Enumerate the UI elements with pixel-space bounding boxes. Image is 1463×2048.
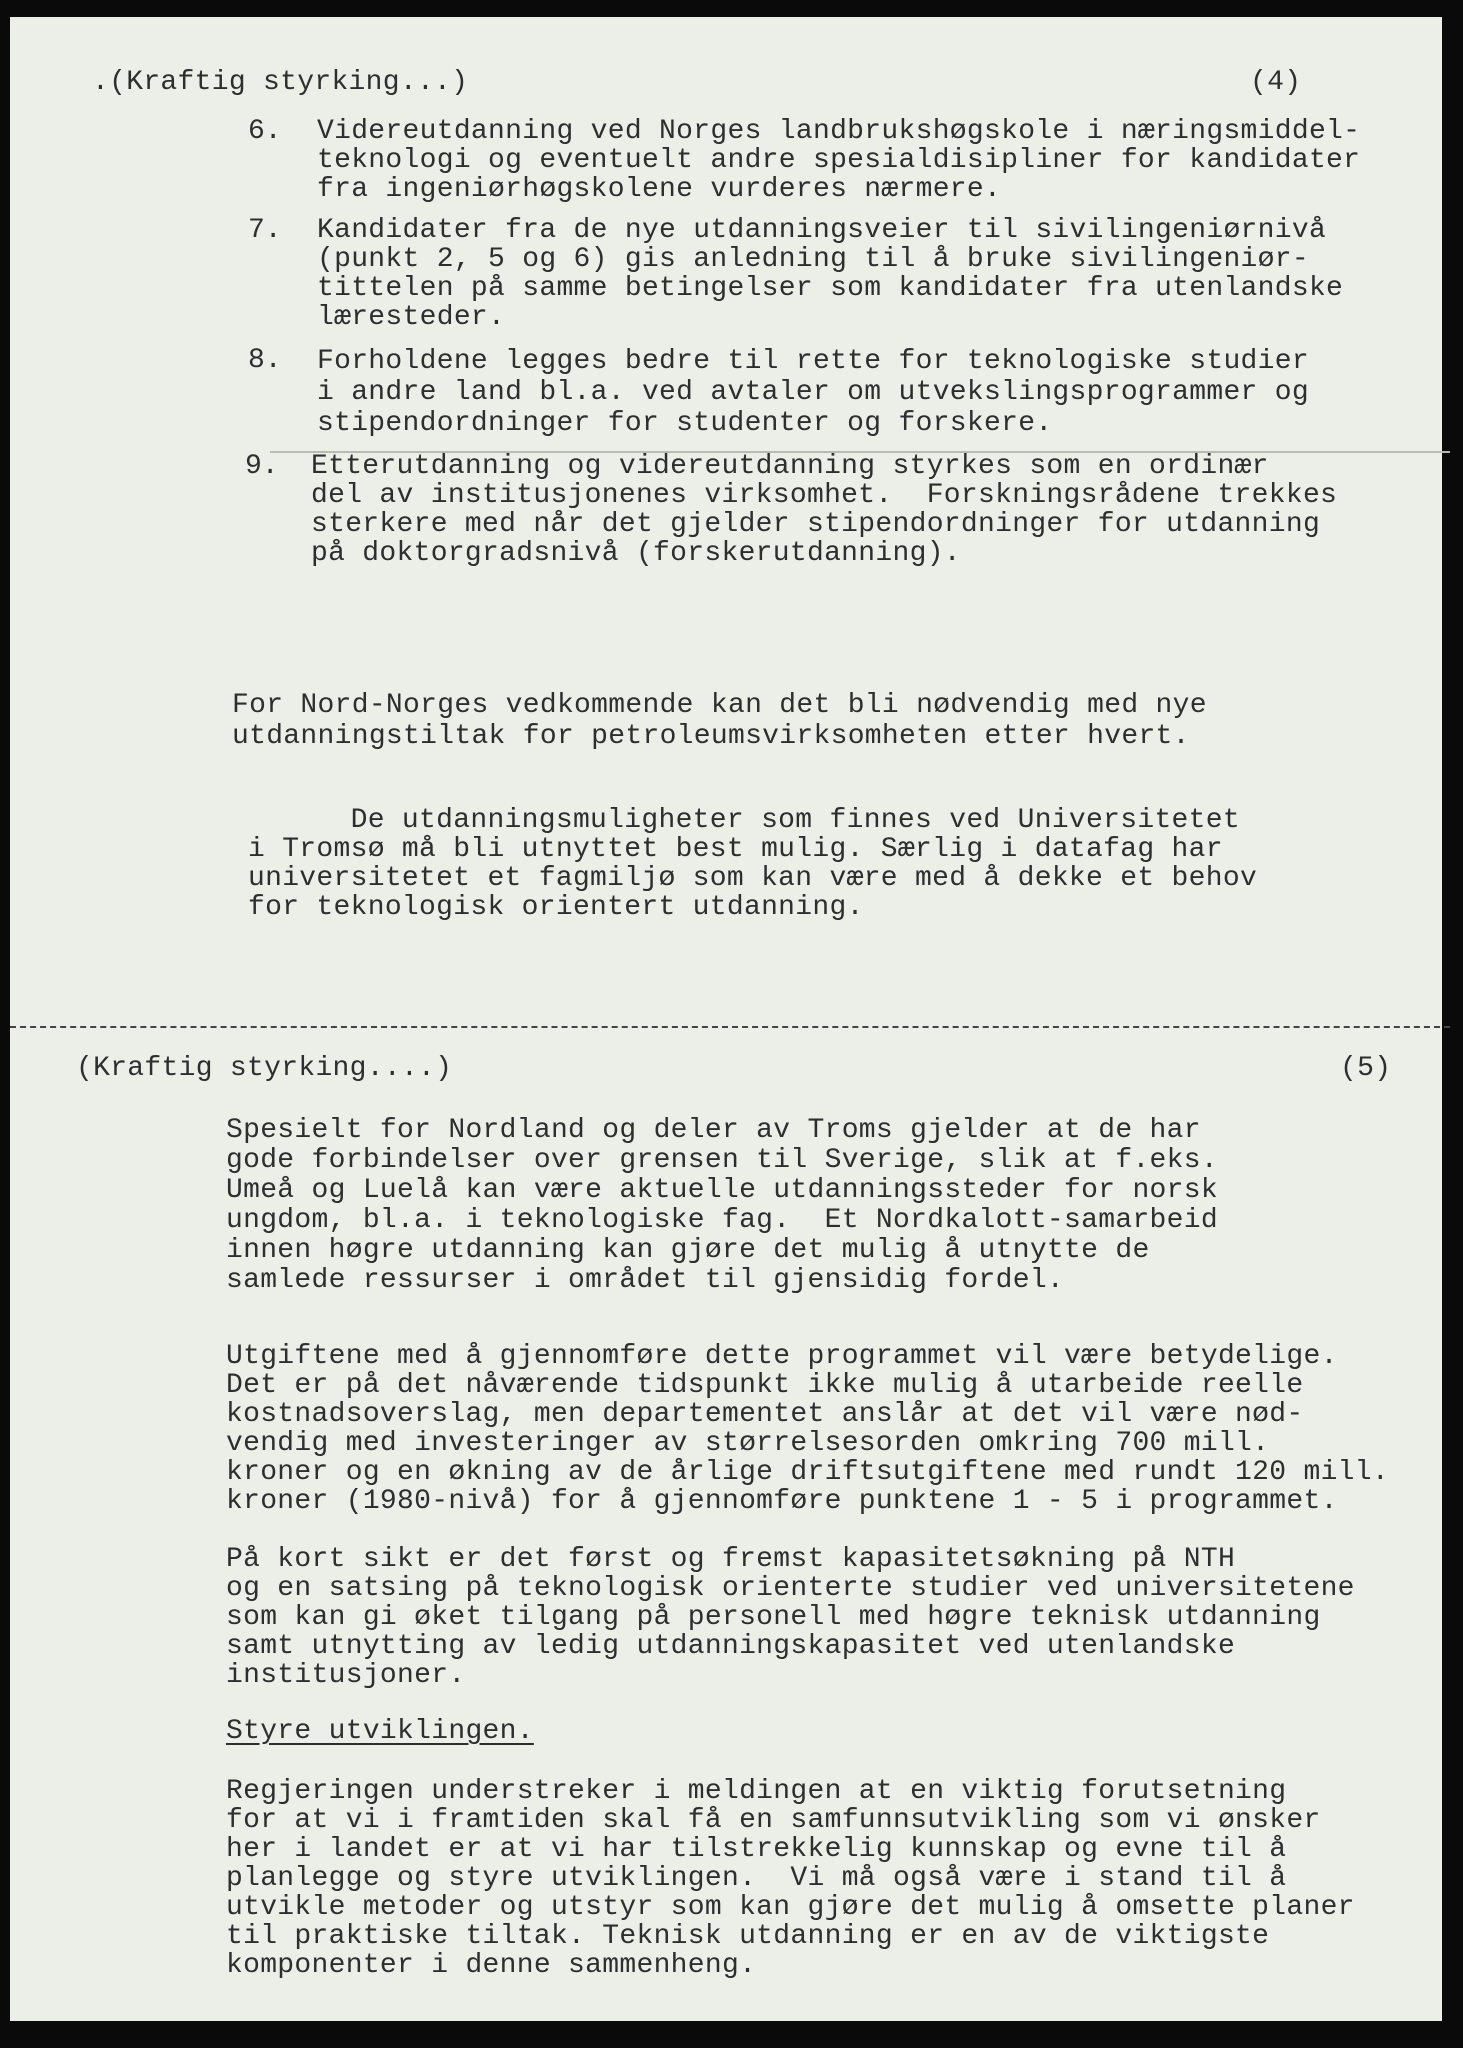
item-number: 7. [248, 215, 282, 246]
text-line: Forholdene legges bedre til rette for teknologiske studier [317, 346, 1309, 377]
text-line: De utdanningsmuligheter som finnes ved Universitetet [248, 805, 1240, 836]
text-line: kroner og en økning av de årlige driftsutgiftene med rundt 120 mill. [226, 1457, 1389, 1488]
text-line: Etterutdanning og videreutdanning styrkes som en ordinær [311, 451, 1269, 482]
text-line: universitetet et fagmiljø som kan være med å dekke et behov [248, 863, 1258, 894]
text-line: Videreutdanning ved Norges landbrukshøgskole i næringsmiddel- [317, 116, 1361, 147]
item-number: 9. [245, 451, 279, 482]
text-line: institusjoner. [226, 1660, 466, 1691]
list-item-9 [311, 452, 1337, 568]
text-line: Kandidater fra de nye utdanningsveier til sivilingeniørnivå [317, 215, 1327, 246]
text-line: kostnadsoverslag, men departementet anslår at det vil være nød- [226, 1399, 1304, 1430]
text-line: del av institusjonenes virksomhet. Forskningsrådene trekkes [311, 480, 1338, 511]
paragraph-nordkalott [226, 1116, 1218, 1296]
text-line: i Tromsø må bli utnyttet best mulig. Særlig i datafag har [248, 834, 1223, 865]
text-line: for at vi i framtiden skal få en samfunnsutvikling som vi ønsker [226, 1805, 1321, 1836]
text-line: utvikle metoder og utstyr som kan gjøre det mulig å omsette planer [226, 1892, 1355, 1923]
text-line: som kan gi øket tilgang på personell med høgre teknisk utdanning [226, 1602, 1321, 1633]
text-line: Umeå og Luelå kan være aktuelle utdanningssteder for norsk [226, 1175, 1218, 1206]
list-item-8 [317, 346, 1309, 439]
page4-number: (4) [1250, 67, 1302, 98]
text-line: ungdom, bl.a. i teknologiske fag. Et Nordkalott-samarbeid [226, 1205, 1218, 1236]
text-line: til praktiske tiltak. Teknisk utdanning er en av de viktigste [226, 1921, 1270, 1952]
text-line: (punkt 2, 5 og 6) gis anledning til å bruke sivilingeniør- [317, 244, 1309, 275]
list-item-7 [317, 216, 1343, 332]
text-line: læresteder. [317, 302, 506, 333]
text-line: tittelen på samme betingelser som kandidater fra utenlandske [317, 273, 1344, 304]
text-line: Spesielt for Nordland og deler av Troms gjelder at de har [226, 1115, 1201, 1146]
text-line: innen høgre utdanning kan gjøre det mulig å utnytte de [226, 1235, 1150, 1266]
page-break-dashed-line [10, 1026, 1450, 1028]
page5-header: (Kraftig styrking....) [76, 1053, 453, 1084]
text-line: gode forbindelser over grensen til Sverige, slik at f.eks. [226, 1145, 1218, 1176]
page4-header: .(Kraftig styrking...) [92, 67, 469, 98]
text-line: her i landet er at vi har tilstrekkelig kunnskap og evne til å [226, 1834, 1287, 1865]
item-number: 8. [248, 345, 282, 376]
text-line: Det er på det nåværende tidspunkt ikke mulig å utarbeide reelle [226, 1370, 1304, 1401]
text-line: i andre land bl.a. ved avtaler om utvekslingsprogrammer og [317, 377, 1309, 408]
text-line: komponenter i denne sammenheng. [226, 1950, 757, 1981]
section-heading: Styre utviklingen. [226, 1716, 534, 1747]
text-line: fra ingeniørhøgskolene vurderes nærmere. [317, 174, 1002, 205]
text-line: utdanningstiltak for petroleumsvirksomheten etter hvert. [232, 721, 1190, 752]
text-line: sterkere med når det gjelder stipendordninger for utdanning [311, 509, 1321, 540]
paragraph-tromso [248, 806, 1257, 922]
paragraph-nord-norge [232, 690, 1207, 752]
text-line: samlede ressurser i området til gjensidig fordel. [226, 1265, 1065, 1296]
text-line: og en satsing på teknologisk orienterte studier ved universitetene [226, 1573, 1355, 1604]
text-line: Utgiftene med å gjennomføre dette programmet vil være betydelige. [226, 1341, 1338, 1372]
text-line: På kort sikt er det først og fremst kapasitetsøkning på NTH [226, 1544, 1236, 1575]
text-line: for teknologisk orientert utdanning. [248, 892, 864, 923]
text-line: planlegge og styre utviklingen. Vi må også være i stand til å [226, 1863, 1287, 1894]
text-line: på doktorgradsnivå (forskerutdanning). [311, 538, 961, 569]
text-line: For Nord-Norges vedkommende kan det bli nødvendig med nye [232, 690, 1207, 721]
page5-number: (5) [1340, 1053, 1392, 1084]
paragraph-costs [226, 1342, 1389, 1516]
text-line: samt utnytting av ledig utdanningskapasitet ved utenlandske [226, 1631, 1236, 1662]
text-line: teknologi og eventuelt andre spesialdisipliner for kandidater [317, 145, 1361, 176]
item-number: 6. [248, 116, 282, 147]
text-line: stipendordninger for studenter og forskere. [317, 408, 1053, 439]
paragraph-short-term [226, 1545, 1355, 1690]
text-line: vendig med investeringer av størrelsesorden omkring 700 mill. [226, 1428, 1270, 1459]
list-item-6 [317, 117, 1360, 204]
text-line: kroner (1980-nivå) for å gjennomføre punktene 1 - 5 i programmet. [226, 1486, 1338, 1517]
paragraph-styre [226, 1777, 1355, 1980]
document-page [10, 17, 1442, 2021]
text-line: Regjeringen understreker i meldingen at en viktig forutsetning [226, 1776, 1287, 1807]
